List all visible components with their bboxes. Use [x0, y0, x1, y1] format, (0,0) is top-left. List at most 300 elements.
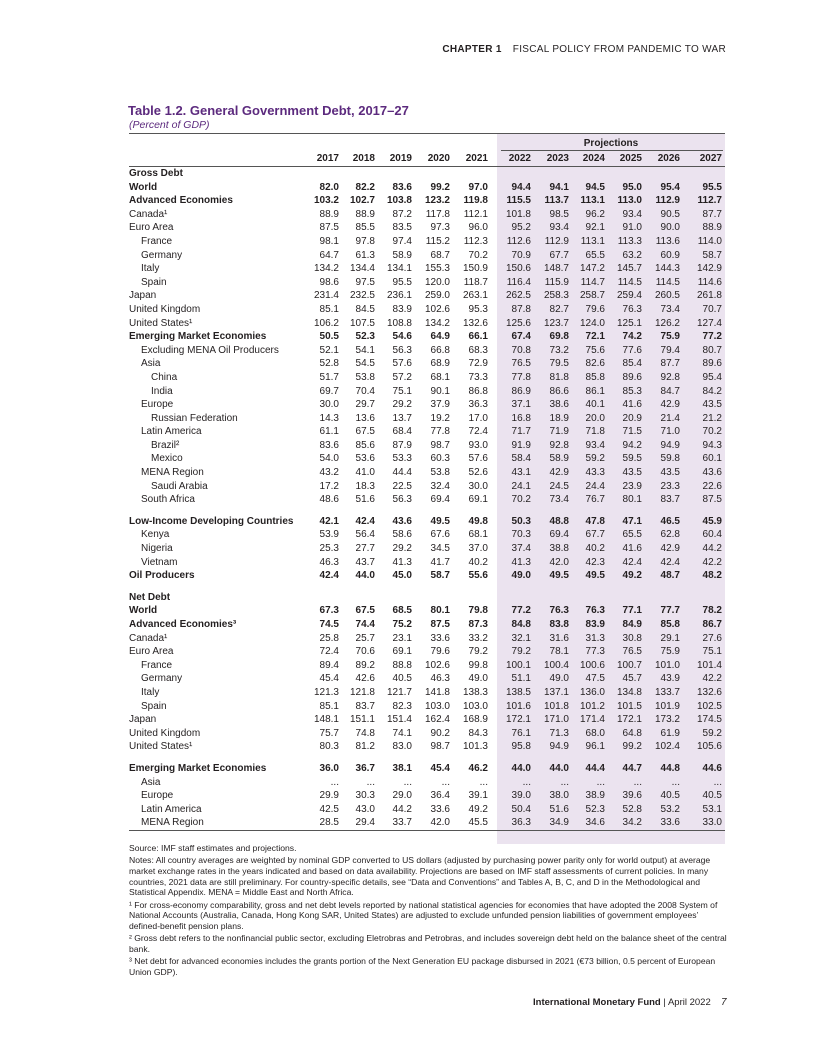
value-cell: 84.8 [511, 619, 531, 630]
value-cell: 145.7 [616, 263, 642, 275]
value-cell: 51.6 [549, 803, 569, 815]
value-cell: 142.9 [696, 263, 722, 275]
value-cell: 79.4 [660, 344, 680, 356]
value-cell: 43.6 [702, 467, 722, 479]
table-row [129, 466, 725, 480]
value-cell: 56.4 [355, 529, 375, 541]
value-cell: 24.1 [511, 480, 531, 492]
row-label: MENA Region [141, 467, 204, 479]
value-cell: 43.3 [585, 467, 605, 479]
table-row [129, 618, 725, 632]
table-row [129, 208, 725, 222]
value-cell: 71.5 [622, 426, 642, 438]
value-cell: 84.2 [702, 385, 722, 397]
value-cell: 99.2 [622, 741, 642, 753]
value-cell: 62.8 [660, 529, 680, 541]
value-cell: 44.0 [355, 570, 375, 582]
value-cell: 90.5 [660, 208, 680, 220]
row-label: Vietnam [141, 556, 178, 568]
value-cell: 73.2 [549, 344, 569, 356]
value-cell: 102.6 [424, 659, 450, 671]
value-cell: ... [671, 776, 680, 788]
table-row [129, 740, 725, 754]
value-cell: 155.3 [424, 263, 450, 275]
value-cell: 39.1 [468, 790, 488, 802]
value-cell: 94.9 [660, 439, 680, 451]
value-cell: 51.1 [511, 673, 531, 685]
value-cell: 138.3 [462, 686, 488, 698]
value-cell: 46.5 [660, 515, 680, 527]
value-cell: 67.7 [549, 249, 569, 261]
value-cell: 105.6 [696, 741, 722, 753]
value-cell: 49.2 [468, 803, 488, 815]
value-cell: 49.0 [549, 673, 569, 685]
value-cell: 107.5 [349, 317, 375, 329]
value-cell: 70.2 [702, 426, 722, 438]
value-cell: 43.0 [355, 803, 375, 815]
table-row [129, 249, 725, 263]
value-cell: 39.6 [622, 790, 642, 802]
value-cell: 61.9 [660, 727, 680, 739]
value-cell: 33.6 [645, 816, 683, 830]
table-row [129, 412, 725, 426]
value-cell: 85.8 [585, 371, 605, 383]
table-row [129, 276, 725, 290]
value-cell: 40.1 [585, 399, 605, 411]
value-cell: 100.7 [616, 659, 642, 671]
value-cell: 98.1 [319, 235, 339, 247]
value-cell: 70.2 [511, 494, 531, 506]
value-cell: 88.9 [319, 208, 339, 220]
value-cell: 24.4 [585, 480, 605, 492]
value-cell: 172.1 [616, 714, 642, 726]
value-cell: 123.2 [424, 195, 450, 207]
table-row [129, 672, 725, 686]
value-cell: 96.0 [468, 222, 488, 234]
table-row [129, 221, 725, 235]
row-label: Japan [129, 714, 157, 726]
value-cell: 25.7 [355, 632, 375, 644]
value-cell: 36.4 [430, 790, 450, 802]
value-cell: 101.8 [543, 700, 569, 712]
row-label: Gross Debt [129, 168, 183, 179]
table-row [129, 262, 725, 276]
footnote: ¹ For cross-economy comparability, gross and net debt levels reported by national statistical agencies for economies that have adopted the 2008 System of National Accounts (Australia, Canada, Hong Kong SAR, United States) are adjusted to exclude unfunded pension liabilities of government employees’ defined-benefit pension plans. [129, 899, 718, 931]
value-cell: 57.2 [392, 371, 412, 383]
value-cell: 259.4 [616, 290, 642, 302]
value-cell: 41.3 [392, 556, 412, 568]
year-header-row [129, 152, 725, 167]
value-cell: 23.9 [622, 480, 642, 492]
value-cell: 85.6 [355, 439, 375, 451]
value-cell: 70.6 [355, 646, 375, 658]
value-cell: 80.7 [702, 344, 722, 356]
value-cell: 42.4 [355, 515, 375, 527]
value-cell: 48.8 [549, 515, 569, 527]
footnote: ³ Net debt for advanced economies includes the grants portion of the Next Generation EU package disbursed in 2021 (€73 billion, 0.5 percent of European Union GDP). [129, 956, 716, 977]
value-cell: 124.0 [579, 317, 605, 329]
value-cell: 100.6 [579, 659, 605, 671]
value-cell: 83.0 [392, 741, 412, 753]
value-cell: 76.3 [549, 605, 569, 617]
row-label: Asia [141, 358, 161, 370]
value-cell: 48.7 [660, 570, 680, 582]
value-cell: 52.3 [585, 803, 605, 815]
value-cell: 127.4 [696, 317, 722, 329]
value-cell: 231.4 [313, 290, 339, 302]
value-cell: 87.5 [319, 222, 339, 234]
value-cell: 73.3 [468, 371, 488, 383]
value-cell: ... [479, 776, 488, 788]
value-cell: 78.2 [702, 605, 722, 617]
value-cell: 75.1 [702, 646, 722, 658]
value-cell: 41.7 [430, 556, 450, 568]
value-cell: 258.7 [579, 290, 605, 302]
value-cell [491, 167, 534, 181]
value-cell: 66.1 [468, 331, 488, 343]
value-cell: 101.8 [505, 208, 531, 220]
value-cell: 259.0 [424, 290, 450, 302]
table-row [129, 542, 725, 556]
value-cell: 67.6 [430, 529, 450, 541]
value-cell: 60.4 [702, 529, 722, 541]
page-footer: International Monetary Fund | April 2022 [533, 997, 711, 1008]
value-cell: 72.4 [319, 646, 339, 658]
year-header: 2024 [572, 152, 608, 167]
value-cell: 116.4 [506, 276, 531, 288]
table-row [129, 645, 725, 659]
value-cell: 150.9 [462, 263, 488, 275]
row-label: Nigeria [141, 543, 173, 555]
value-cell: 76.5 [511, 358, 531, 370]
value-cell: 59.2 [585, 453, 605, 465]
value-cell: 83.5 [392, 222, 412, 234]
value-cell: 29.2 [392, 399, 412, 411]
value-cell: 89.6 [702, 358, 722, 370]
value-cell: 96.1 [585, 741, 605, 753]
value-cell: 112.7 [697, 195, 722, 207]
value-cell: 38.0 [549, 790, 569, 802]
value-cell: 47.8 [585, 515, 605, 527]
value-cell: 171.0 [543, 714, 569, 726]
value-cell: 74.1 [392, 727, 412, 739]
value-cell: 73.4 [549, 494, 569, 506]
value-cell: 82.3 [392, 700, 412, 712]
value-cell: 44.2 [392, 803, 412, 815]
value-cell: 49.0 [511, 570, 531, 582]
value-cell: 42.9 [660, 543, 680, 555]
value-cell: 18.3 [355, 480, 375, 492]
table-row [129, 754, 725, 776]
value-cell: 136.0 [579, 686, 605, 698]
value-cell: 112.9 [655, 195, 680, 207]
year-header: 2022 [491, 152, 534, 167]
value-cell: 77.3 [585, 646, 605, 658]
value-cell: 59.5 [622, 453, 642, 465]
value-cell: 31.3 [585, 632, 605, 644]
value-cell [534, 583, 572, 605]
value-cell: 50.5 [319, 331, 339, 343]
value-cell: 60.3 [430, 453, 450, 465]
value-cell: 52.3 [355, 331, 375, 343]
value-cell: 113.6 [655, 235, 680, 247]
value-cell: 27.6 [702, 632, 722, 644]
value-cell: 37.0 [468, 543, 488, 555]
value-cell: 93.0 [468, 439, 488, 451]
value-cell: 114.5 [655, 276, 680, 288]
value-cell: 52.1 [319, 344, 339, 356]
value-cell: 17.0 [468, 412, 488, 424]
value-cell: 17.2 [319, 480, 339, 492]
value-cell: 95.4 [702, 371, 722, 383]
value-cell: 101.3 [462, 741, 488, 753]
value-cell: 89.2 [355, 659, 375, 671]
value-cell: 33.6 [430, 632, 450, 644]
year-header: 2027 [683, 152, 725, 167]
value-cell: 29.9 [319, 790, 339, 802]
value-cell: 84.9 [622, 619, 642, 630]
value-cell: 75.9 [660, 331, 680, 343]
value-cell: 93.4 [585, 439, 605, 451]
value-cell: 43.1 [511, 467, 531, 479]
value-cell: 134.4 [349, 263, 375, 275]
value-cell: 173.2 [654, 714, 680, 726]
table-row [129, 632, 725, 646]
value-cell: 28.5 [302, 816, 342, 830]
value-cell: 263.1 [462, 290, 488, 302]
value-cell: 47.1 [622, 515, 642, 527]
value-cell: 151.1 [349, 714, 375, 726]
value-cell [572, 583, 608, 605]
value-cell: 77.7 [660, 605, 680, 617]
value-cell: 58.4 [511, 453, 531, 465]
value-cell: 85.5 [355, 222, 375, 234]
value-cell: 72.9 [468, 358, 488, 370]
value-cell: 83.9 [585, 619, 605, 630]
value-cell: 71.3 [549, 727, 569, 739]
value-cell: 41.6 [622, 543, 642, 555]
value-cell: 85.1 [319, 303, 339, 315]
value-cell: 232.5 [349, 290, 375, 302]
value-cell: 50.3 [511, 515, 531, 527]
value-cell: 60.1 [702, 453, 722, 465]
value-cell: 44.8 [660, 762, 680, 774]
value-cell: 47.5 [585, 673, 605, 685]
value-cell: 61.3 [355, 249, 375, 261]
value-cell: 95.0 [622, 181, 642, 193]
table-row [129, 235, 725, 249]
table-top-rule [129, 133, 725, 134]
year-header: 2018 [342, 152, 378, 167]
footnote: ² Gross debt refers to the nonfinancial public sector, excluding Eletrobras and Petrobras, and includes sovereign debt held on the balance sheet of the central bank. [129, 933, 727, 954]
value-cell: ... [633, 776, 642, 788]
value-cell: 29.7 [355, 399, 375, 411]
value-cell: 68.7 [430, 249, 450, 261]
value-cell: 118.7 [463, 276, 488, 288]
value-cell: 66.8 [430, 344, 450, 356]
table-row [129, 659, 725, 673]
value-cell: 94.3 [702, 439, 722, 451]
row-label: United States¹ [129, 741, 193, 753]
value-cell: 38.9 [585, 790, 605, 802]
value-cell: 99.8 [468, 659, 488, 671]
value-cell: 38.6 [549, 399, 569, 411]
value-cell: 67.4 [511, 331, 531, 343]
value-cell: 87.8 [511, 303, 531, 315]
value-cell: 42.2 [702, 556, 722, 568]
value-cell: 21.2 [702, 412, 722, 424]
value-cell: 48.2 [702, 570, 722, 582]
value-cell: 102.7 [349, 195, 375, 207]
value-cell: 29.2 [392, 543, 412, 555]
value-cell: 79.8 [468, 605, 488, 617]
row-label: Advanced Economies³ [129, 619, 237, 630]
value-cell: 46.3 [319, 556, 339, 568]
value-cell [302, 167, 342, 181]
value-cell: 87.2 [392, 208, 412, 220]
value-cell: 27.7 [355, 543, 375, 555]
value-cell: 36.0 [319, 762, 339, 774]
value-cell: 61.1 [319, 426, 339, 438]
row-label: World [129, 605, 158, 617]
source-note: Source: IMF staff estimates and projections. [129, 843, 297, 853]
value-cell: 58.7 [702, 249, 722, 261]
value-cell: 70.7 [702, 303, 722, 315]
value-cell: 83.7 [660, 494, 680, 506]
table-row [129, 493, 725, 507]
value-cell: 22.6 [702, 480, 722, 492]
table-row [129, 700, 725, 714]
value-cell: 97.4 [392, 235, 412, 247]
value-cell: 42.4 [660, 556, 680, 568]
value-cell: 86.6 [549, 385, 569, 397]
value-cell: 37.4 [511, 543, 531, 555]
value-cell: 94.2 [622, 439, 642, 451]
value-cell: 115.9 [544, 276, 569, 288]
value-cell: ... [560, 776, 569, 788]
value-cell: 33.2 [468, 632, 488, 644]
value-cell: 171.4 [579, 714, 605, 726]
value-cell: 54.5 [355, 358, 375, 370]
value-cell: 94.5 [585, 181, 605, 193]
value-cell: 53.9 [319, 529, 339, 541]
row-label: Spain [141, 276, 167, 288]
value-cell: 42.0 [415, 816, 453, 830]
value-cell: 37.1 [511, 399, 531, 411]
value-cell: 74.8 [355, 727, 375, 739]
value-cell: 83.6 [319, 439, 339, 451]
value-cell: 67.7 [585, 529, 605, 541]
value-cell: 45.9 [702, 515, 722, 527]
value-cell: 113.0 [617, 195, 642, 207]
value-cell: 262.5 [505, 290, 531, 302]
value-cell: 64.7 [319, 249, 339, 261]
value-cell: 68.5 [392, 605, 412, 617]
value-cell [491, 583, 534, 605]
value-cell: 43.2 [319, 467, 339, 479]
value-cell: 92.1 [585, 222, 605, 234]
value-cell: 95.8 [511, 741, 531, 753]
value-cell: 115.5 [506, 195, 531, 207]
value-cell: 260.5 [654, 290, 680, 302]
value-cell: 49.8 [468, 515, 488, 527]
value-cell: 68.1 [468, 529, 488, 541]
table-body [129, 167, 725, 831]
value-cell: 103.0 [424, 700, 450, 712]
value-cell: 95.5 [392, 276, 412, 288]
value-cell: 85.8 [660, 619, 680, 630]
value-cell: 30.8 [622, 632, 642, 644]
value-cell: ... [522, 776, 531, 788]
value-cell: 23.1 [392, 632, 412, 644]
row-label: Brazil² [151, 439, 180, 451]
value-cell: 92.8 [660, 371, 680, 383]
value-cell: 58.6 [392, 529, 412, 541]
value-cell: 98.5 [549, 208, 569, 220]
value-cell: 64.8 [622, 727, 642, 739]
value-cell: 115.2 [425, 235, 450, 247]
table-row [129, 480, 725, 494]
value-cell: 74.2 [622, 331, 642, 343]
table-row [129, 398, 725, 412]
value-cell: 42.5 [319, 803, 339, 815]
value-cell: 71.8 [585, 426, 605, 438]
year-header: 2020 [415, 152, 453, 167]
value-cell: 70.3 [511, 529, 531, 541]
value-cell: 58.7 [430, 570, 450, 582]
table-subtitle: (Percent of GDP) [129, 119, 210, 131]
value-cell: 79.6 [585, 303, 605, 315]
value-cell: 41.0 [355, 467, 375, 479]
row-label: World [129, 181, 158, 193]
value-cell: 101.4 [696, 659, 722, 671]
value-cell [645, 167, 683, 181]
value-cell: 76.5 [622, 646, 642, 658]
value-cell: 92.8 [549, 439, 569, 451]
value-cell: 88.8 [392, 659, 412, 671]
row-label: Euro Area [129, 646, 174, 658]
value-cell: 125.6 [505, 317, 531, 329]
row-label: United States¹ [129, 317, 193, 329]
value-cell: 53.8 [430, 467, 450, 479]
value-cell: 44.4 [585, 762, 605, 774]
value-cell: 53.3 [392, 453, 412, 465]
value-cell [683, 167, 725, 181]
value-cell: 44.0 [549, 762, 569, 774]
value-cell: 40.2 [585, 543, 605, 555]
chapter-number: CHAPTER 1 [442, 44, 502, 55]
value-cell: 53.1 [702, 803, 722, 815]
value-cell: 75.6 [585, 344, 605, 356]
value-cell: 148.7 [543, 263, 569, 275]
value-cell: 33.0 [683, 816, 725, 830]
value-cell: 87.7 [702, 208, 722, 220]
value-cell: 134.2 [424, 317, 450, 329]
value-cell: 57.6 [392, 358, 412, 370]
value-cell: 22.5 [392, 480, 412, 492]
value-cell: 53.2 [660, 803, 680, 815]
value-cell [302, 583, 342, 605]
value-cell: 77.2 [702, 331, 722, 343]
value-cell: 80.1 [622, 494, 642, 506]
value-cell: 172.1 [505, 714, 531, 726]
value-cell: 69.1 [392, 646, 412, 658]
value-cell: 30.0 [468, 480, 488, 492]
table-row [129, 583, 725, 605]
value-cell: 39.0 [511, 790, 531, 802]
row-label: MENA Region [129, 816, 302, 830]
value-cell: 85.3 [622, 385, 642, 397]
